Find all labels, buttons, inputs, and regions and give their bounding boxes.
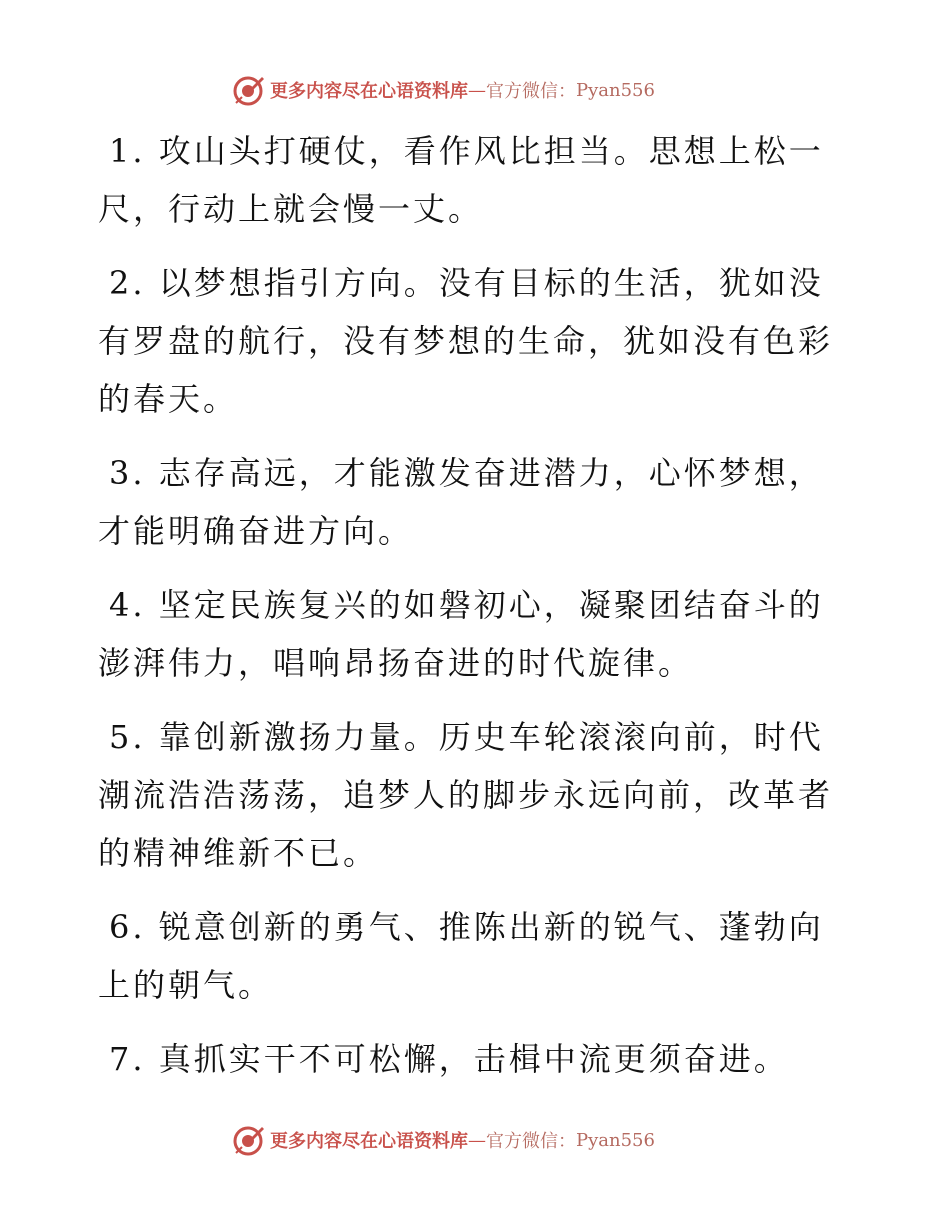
pen-nib-logo-icon [232,73,266,107]
header-dash: — [468,79,486,101]
quote-item-2: 2. 以梦想指引方向。没有目标的生活，犹如没有罗盘的航行，没有梦想的生命，犹如没有色彩的春天。 [98,264,834,418]
footer-site-text: 更多内容尽在心语资料库 [270,1131,468,1152]
quote-item-7: 7. 真抓实干不可松懈，击楫中流更须奋进。 [109,1040,789,1078]
quote-item-4: 4. 坚定民族复兴的如磐初心，凝聚团结奋斗的澎湃伟力，唱响昂扬奋进的时代旋律。 [98,586,824,682]
footer-dash: — [468,1129,486,1151]
quote-list [98,122,858,1088]
footer-banner[interactable] [232,1120,732,1160]
header-banner[interactable] [232,70,732,110]
header-site-text: 更多内容尽在心语资料库 [270,81,468,102]
quote-item-6: 6. 锐意创新的勇气、推陈出新的锐气、蓬勃向上的朝气。 [98,908,824,1004]
footer-wechat-label: 官方微信： [486,1131,576,1152]
quote-item-5: 5. 靠创新激扬力量。历史车轮滚滚向前，时代潮流浩浩荡荡，追梦人的脚步永远向前，改革者的精神维新不已。 [98,718,834,872]
header-wechat-id: Pyan556 [576,79,655,101]
header-wechat-label: 官方微信： [486,81,576,102]
quote-item-3: 3. 志存高远，才能激发奋进潜力，心怀梦想，才能明确奋进方向。 [98,454,824,550]
pen-nib-logo-icon [232,1123,266,1157]
quote-item-1: 1. 攻山头打硬仗，看作风比担当。思想上松一尺，行动上就会慢一丈。 [98,132,824,228]
footer-wechat-id: Pyan556 [576,1129,655,1151]
